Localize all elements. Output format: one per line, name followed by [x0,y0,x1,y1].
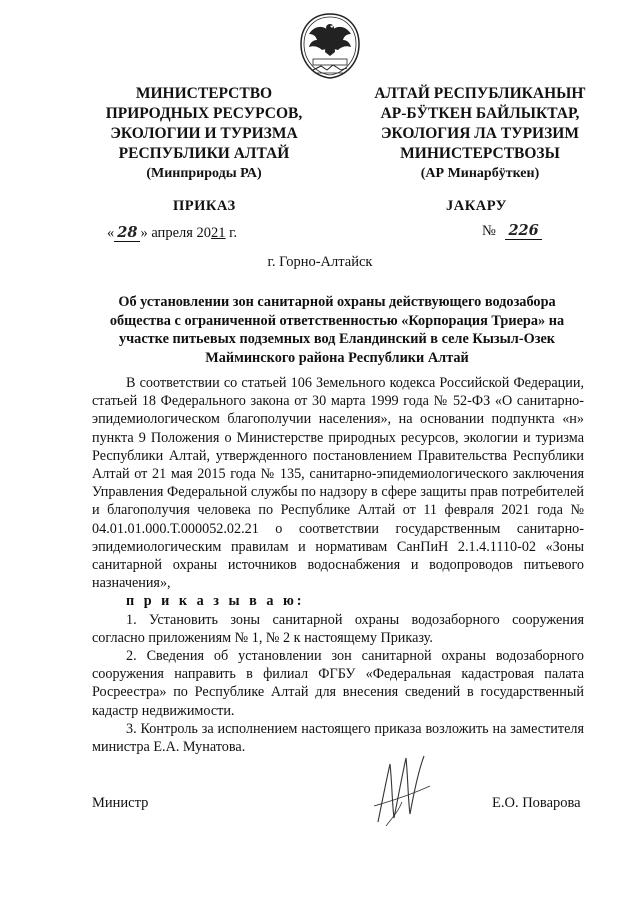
signatory-name: Е.О. Поварова [492,795,581,811]
header-right-line: ЭКОЛОГИЯ ЛА ТУРИЗИМ [381,125,579,142]
header-right-line: АР-БӰТКЕН БАЙЛЫКТАР, [380,105,580,122]
header-right-line: МИНИСТЕРСТВОЗЫ [400,145,560,162]
document-body [92,374,584,756]
order-date [107,224,237,242]
order-number [482,222,542,240]
order-title-ru: ПРИКАЗ [173,198,236,214]
number-label: № [482,223,496,239]
header-left-short-name: (Минприроды РА) [146,166,262,181]
coat-of-arms-emblem [299,12,361,80]
preamble-paragraph: В соответствии со статьей 106 Земельного кодекса Российской Федерации, статьей 18 Федерального закона от 30 марта 1999 года № 52-ФЗ «О санитарно-эпидемиологическом благополучии населения», на основании подпункта «н» пункта 9 Положения о Министерстве природных ресурсов, экологии и туризма Республики Алтай, утвержденного постановлением Правительства Республики Алтай от 21 мая 2015 года № 135, санитарно-эпидемиологического заключения Управления Федеральной службы по надзору в сфере защиты прав потребителей и благополучия человека по Республике Алтай от 11 февраля 2021 года № 04.01.01.000.Т.000052.02.21 о соответствии государственным санитарно-эпидемиологическим правилам и нормативам СанПиН 2.1.4.1110-02 «Зоны санитарной охраны источников водоснабжения и водопроводов питьевого назначения», [92,375,584,592]
order-item: 3. Контроль за исполнением настоящего приказа возложить на заместителя министра Е.А. Мунатова. [92,720,584,756]
date-year: 21 [211,225,226,241]
order-item: 2. Сведения об установлении зон санитарной охраны водозаборного сооружения направить в филиал ФГБУ «Федеральная кадастровая палата Росреестра» по Республике Алтай для внесения сведений в государственный кадастр недвижимости. [92,648,584,719]
header-left-line: ПРИРОДНЫХ РЕСУРСОВ, [105,105,303,122]
order-title-alt: JАКАРУ [446,198,507,214]
date-suffix: г. [225,225,238,241]
signatory-position: Министр [92,795,149,811]
date-open-quote: « [107,225,115,241]
prikazyvayu-line: п р и к а з ы в а ю: [126,593,305,610]
header-left-line: ЭКОЛОГИИ И ТУРИЗМА [110,125,298,142]
handwritten-signature [368,752,436,830]
city-line: г. Горно-Алтайск [267,254,373,270]
number-handwritten: 226 [505,222,541,240]
republic-altai-coat-of-arms-icon [299,12,361,80]
header-left-ministry [84,84,324,184]
order-item: 1. Установить зоны санитарной охраны водозаборного сооружения согласно приложениям № 1, № 2 к настоящему Приказу. [92,611,584,646]
header-right-ministry [364,84,596,184]
header-left-line: МИНИСТЕРСТВО [135,85,273,102]
date-month: » апреля 20 [140,225,212,241]
header-right-line: АЛТАЙ РЕСПУБЛИКАНЫҤ [374,85,586,102]
date-day-handwritten: 28 [114,224,140,242]
header-right-short-name: (АР Минарбӱткен) [420,166,540,181]
document-title: Об установлении зон санитарной охраны действующего водозабора общества с ограниченной ответственностью «Корпорация Триера» на участке питьевых подземных вод Еландинский в селе Кызыл-Озек Майминского района Республики Алтай [109,294,565,366]
header-left-line: РЕСПУБЛИКИ АЛТАЙ [118,145,290,162]
